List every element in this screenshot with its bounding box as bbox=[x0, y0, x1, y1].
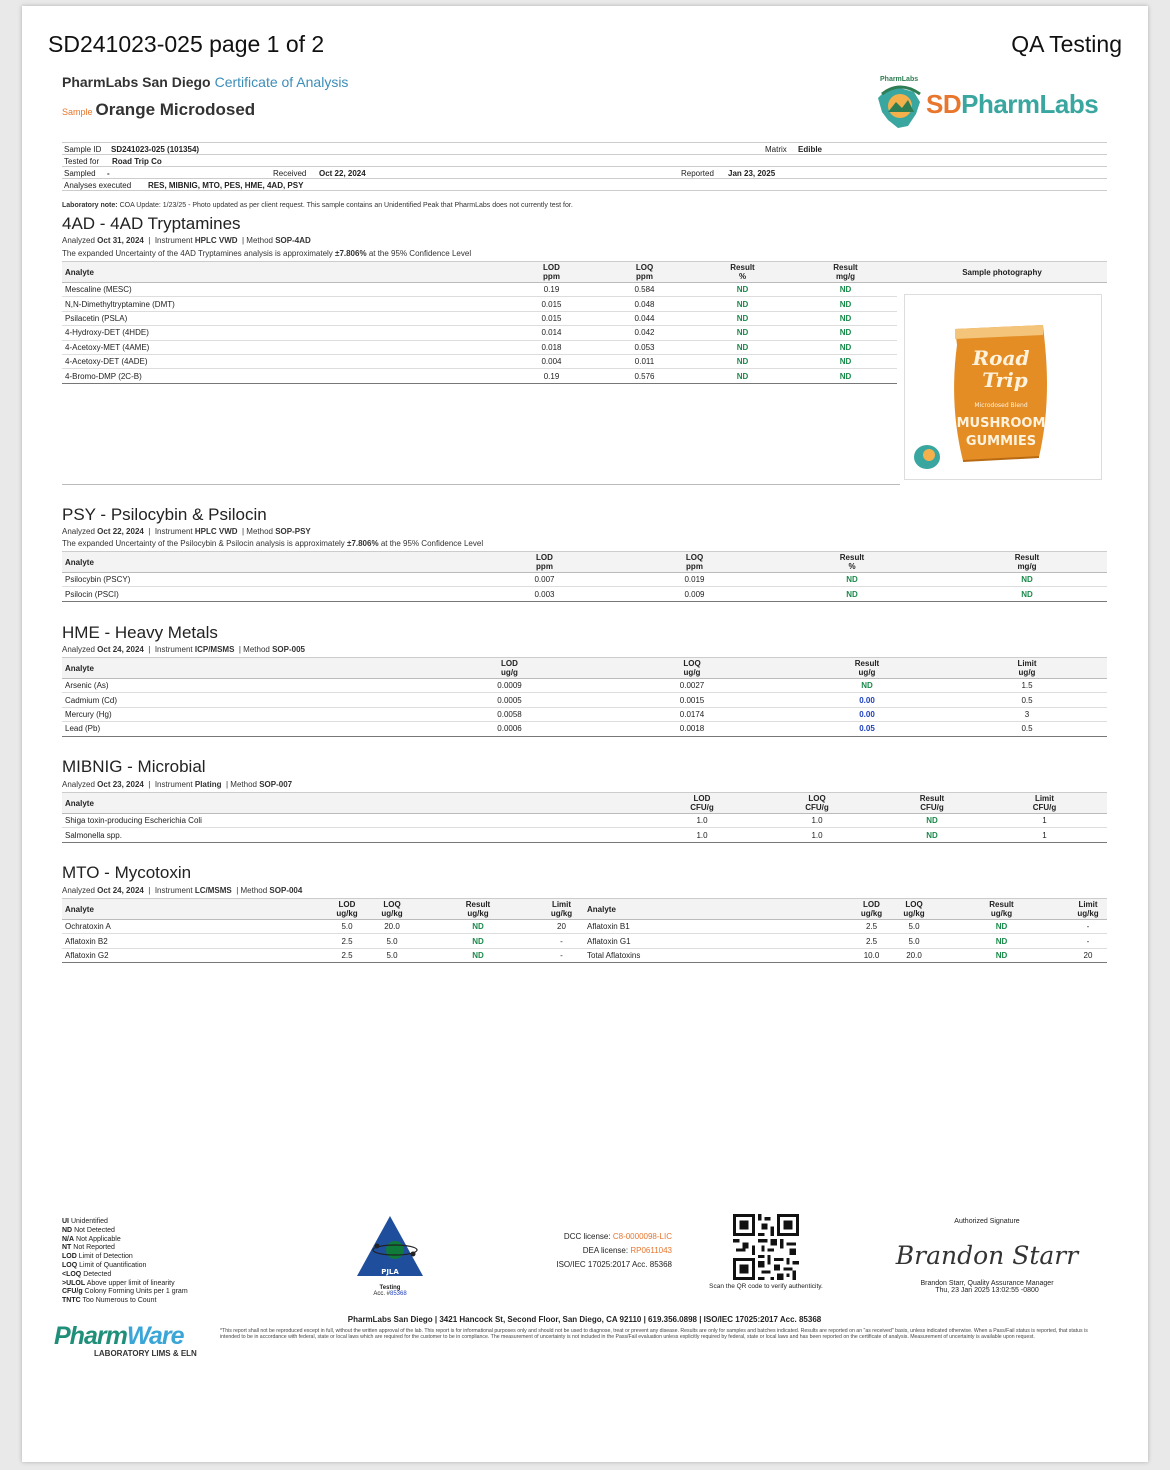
legend-item: LOD Limit of Detection bbox=[62, 1253, 133, 1261]
table-cell: 1 bbox=[982, 814, 1107, 828]
logo-emblem-icon bbox=[870, 76, 930, 136]
table-row bbox=[62, 587, 1107, 601]
logo-sd: SD bbox=[926, 89, 962, 119]
column-header: Analyte bbox=[62, 793, 652, 814]
table-cell: Salmonella spp. bbox=[62, 828, 652, 842]
legend-item: TNTC Too Numerous to Count bbox=[62, 1297, 157, 1305]
table-cell: 4-Acetoxy-MET (4AME) bbox=[62, 340, 505, 354]
table-row bbox=[62, 814, 1107, 828]
legend-item: NT Not Reported bbox=[62, 1244, 115, 1252]
abbreviation-legend bbox=[62, 1218, 188, 1306]
section-sub-psy: Analyzed Oct 22, 2024 | Instrument HPLC VWD | Method SOP-PSY bbox=[62, 527, 311, 536]
legend-item: ND Not Detected bbox=[62, 1226, 115, 1234]
sample-line bbox=[62, 100, 255, 120]
table-cell: 2.5 bbox=[327, 934, 367, 948]
footer-address: PharmLabs San Diego | 3421 Hancock St, Second Floor, San Diego, CA 92110 | 619.356.0898 | ISO/IEC 17025:2017 Acc. 85368 bbox=[347, 1315, 822, 1324]
coa-page bbox=[22, 6, 1148, 1462]
dcc-label: DCC license: bbox=[563, 1232, 611, 1241]
lab-note-text: COA Update: 1/23/25 - Photo updated as per client request. This sample contains an Unidentified Peak that PharmLabs does not currently test for. bbox=[119, 202, 573, 209]
matrix: Edible bbox=[798, 145, 823, 154]
signature-date: Thu, 23 Jan 2025 13:02:55 -0800 bbox=[935, 1287, 1039, 1294]
matrix-label: Matrix bbox=[765, 145, 787, 154]
table-cell: Mescaline (MESC) bbox=[62, 283, 505, 297]
table-row bbox=[62, 828, 1107, 842]
table-cell: Psilacetin (PSLA) bbox=[62, 311, 505, 325]
meta-row-2 bbox=[62, 155, 1107, 167]
column-header: Analyte bbox=[62, 552, 457, 573]
table-cell: ND bbox=[757, 587, 947, 601]
table-mib-header bbox=[62, 793, 1107, 814]
column-header: LOD ppm bbox=[505, 262, 598, 283]
qa-testing-title: QA Testing bbox=[1011, 31, 1122, 57]
table-cell: ND bbox=[934, 934, 1069, 948]
sdpharmlabs-logo bbox=[870, 76, 1110, 136]
table-cell: 0.576 bbox=[598, 369, 691, 383]
column-header: LOQ ug/g bbox=[597, 658, 787, 679]
table-cell: 0.007 bbox=[457, 573, 632, 587]
table-cell: 1.0 bbox=[752, 814, 882, 828]
section-sub-mib: Analyzed Oct 23, 2024 | Instrument Plating | Method SOP-007 bbox=[62, 780, 293, 789]
table-cell: ND bbox=[691, 340, 794, 354]
column-header: LOQ ppm bbox=[632, 552, 757, 573]
column-header: Result ug/g bbox=[787, 658, 947, 679]
table-hme bbox=[62, 657, 1107, 737]
table-cell: ND bbox=[794, 369, 897, 383]
pjla-acc: Acc. #85368 bbox=[373, 1291, 407, 1297]
table-cell: 2.5 bbox=[849, 934, 894, 948]
column-header: LOD CFU/g bbox=[652, 793, 752, 814]
table-cell: Aflatoxin G2 bbox=[62, 948, 327, 962]
bag-text-trip: Trip bbox=[982, 368, 1028, 392]
table-cell: ND bbox=[794, 354, 897, 368]
column-header: Result mg/g bbox=[794, 262, 897, 283]
table-mto-body bbox=[62, 920, 1107, 963]
legend-item: >ULOL Above upper limit of linearity bbox=[62, 1279, 175, 1287]
logo-arc-text: PharmLabs bbox=[880, 76, 919, 83]
table-cell: ND bbox=[794, 297, 897, 311]
legend-item: LOQ Limit of Quantification bbox=[62, 1261, 147, 1269]
section-title-hme: HME - Heavy Metals bbox=[62, 623, 218, 642]
table-cell: 20.0 bbox=[894, 948, 934, 962]
legend-item: <LOQ Detected bbox=[62, 1270, 112, 1278]
column-header: Analyte bbox=[62, 899, 327, 920]
qr-block[interactable] bbox=[686, 1214, 846, 1290]
column-header: Result mg/g bbox=[947, 552, 1107, 573]
table-cell: 0.0018 bbox=[597, 722, 787, 736]
table-cell: ND bbox=[417, 920, 539, 934]
table-cell: 20 bbox=[1069, 948, 1107, 962]
table-cell: 0.048 bbox=[598, 297, 691, 311]
bag-text-blend: Microdosed Blend bbox=[974, 402, 1028, 409]
table-row bbox=[62, 679, 1107, 693]
tested-for: Road Trip Co bbox=[112, 157, 162, 166]
table-cell: 1.0 bbox=[652, 814, 752, 828]
table-cell: Aflatoxin B1 bbox=[584, 920, 849, 934]
column-header: Limit ug/g bbox=[947, 658, 1107, 679]
logo-rest: PharmLabs bbox=[961, 89, 1099, 119]
dea-license: RP0611043 bbox=[630, 1246, 672, 1255]
column-header: Limit ug/kg bbox=[539, 899, 584, 920]
sample-name: Orange Microdosed bbox=[95, 100, 256, 119]
section-title-mto: MTO - Mycotoxin bbox=[62, 863, 192, 882]
bag-text-mushroom: MUSHROOM bbox=[956, 416, 1046, 431]
section-title-mib: MIBNIG - Microbial bbox=[62, 757, 206, 776]
table-cell: ND bbox=[417, 948, 539, 962]
table-cell: 0.042 bbox=[598, 326, 691, 340]
table-cell: 5.0 bbox=[367, 948, 417, 962]
analyses: RES, MIBNIG, MTO, PES, HME, 4AD, PSY bbox=[148, 181, 304, 190]
table-cell: 5.0 bbox=[894, 934, 934, 948]
column-header: Analyte bbox=[584, 899, 849, 920]
bag-text-road: Road bbox=[972, 346, 1030, 370]
table-mto bbox=[62, 898, 1107, 963]
table-cell: Mercury (Hg) bbox=[62, 707, 422, 721]
column-header: LOD ug/kg bbox=[849, 899, 894, 920]
column-header: LOD ug/kg bbox=[327, 899, 367, 920]
table-mib bbox=[62, 792, 1107, 843]
lab-name: PharmLabs San Diego bbox=[62, 74, 211, 90]
table-cell: 0.19 bbox=[505, 369, 598, 383]
legend-item: N/A Not Applicable bbox=[62, 1235, 121, 1243]
table-cell: ND bbox=[882, 814, 982, 828]
table-cell: 0.0027 bbox=[597, 679, 787, 693]
column-header: LOQ ug/kg bbox=[894, 899, 934, 920]
table-cell: ND bbox=[691, 326, 794, 340]
sample-label: Sample bbox=[62, 107, 93, 117]
received: Oct 22, 2024 bbox=[319, 169, 366, 178]
table-cell: ND bbox=[947, 587, 1107, 601]
table-cell: 1.5 bbox=[947, 679, 1107, 693]
table-cell: Cadmium (Cd) bbox=[62, 693, 422, 707]
doc-id: SD241023-025 page 1 of 2 bbox=[48, 31, 325, 57]
column-header: Limit CFU/g bbox=[982, 793, 1107, 814]
table-cell: ND bbox=[794, 311, 897, 325]
uncertainty-4ad: The expanded Uncertainty of the 4AD Tryptamines analysis is approximately ±7.806% at the 95% Confidence Level bbox=[62, 249, 472, 258]
column-header: Limit ug/kg bbox=[1069, 899, 1107, 920]
table-psy-header bbox=[62, 552, 1107, 573]
table-cell: ND bbox=[794, 283, 897, 297]
table-row bbox=[62, 948, 1107, 962]
column-header: Result CFU/g bbox=[882, 793, 982, 814]
sampled: - bbox=[107, 169, 110, 178]
sample-id: SD241023-025 (101354) bbox=[111, 145, 200, 154]
table-4ad-header bbox=[62, 262, 1107, 283]
table-cell: ND bbox=[691, 297, 794, 311]
doc-type: Certificate of Analysis bbox=[214, 74, 349, 90]
table-cell: 0.0006 bbox=[422, 722, 597, 736]
table-cell: ND bbox=[417, 934, 539, 948]
lab-note bbox=[62, 202, 1107, 209]
pjla-badge bbox=[355, 1214, 425, 1298]
column-header: LOD ppm bbox=[457, 552, 632, 573]
table-cell: ND bbox=[794, 340, 897, 354]
table-cell: 5.0 bbox=[327, 920, 367, 934]
meta-row-4 bbox=[62, 179, 1107, 191]
pjla-label: PJLA bbox=[381, 1268, 399, 1276]
table-psy-body bbox=[62, 573, 1107, 602]
table-cell: Aflatoxin G1 bbox=[584, 934, 849, 948]
table-cell: 0.014 bbox=[505, 326, 598, 340]
sample-meta bbox=[62, 142, 1107, 191]
table-cell: ND bbox=[691, 311, 794, 325]
signer-name: Brandon Starr, Quality Assurance Manager bbox=[920, 1280, 1054, 1287]
table-cell: ND bbox=[691, 283, 794, 297]
handwritten-signature: Brandon Starr bbox=[895, 1241, 1079, 1270]
table-hme-header bbox=[62, 658, 1107, 679]
table-cell: ND bbox=[691, 354, 794, 368]
table-cell: Total Aflatoxins bbox=[584, 948, 849, 962]
table-cell: 0.584 bbox=[598, 283, 691, 297]
table-cell: 0.5 bbox=[947, 722, 1107, 736]
table-cell: 5.0 bbox=[367, 934, 417, 948]
table-cell: ND bbox=[787, 679, 947, 693]
table-cell: 0.003 bbox=[457, 587, 632, 601]
table-cell: ND bbox=[882, 828, 982, 842]
pharmware-sub: LABORATORY LIMS & ELN bbox=[94, 1349, 197, 1358]
table-row bbox=[62, 693, 1107, 707]
table-cell: 0.5 bbox=[947, 693, 1107, 707]
table-psy bbox=[62, 551, 1107, 602]
dcc-license: C8-0000098-LIC bbox=[612, 1232, 672, 1241]
qr-caption: Scan the QR code to verify authenticity. bbox=[709, 1283, 823, 1290]
table-cell: 0.0005 bbox=[422, 693, 597, 707]
table-row bbox=[62, 920, 1107, 934]
reported: Jan 23, 2025 bbox=[728, 169, 776, 178]
divider-4ad bbox=[62, 484, 900, 485]
table-cell: 1.0 bbox=[652, 828, 752, 842]
column-header: LOQ CFU/g bbox=[752, 793, 882, 814]
table-row bbox=[62, 934, 1107, 948]
table-cell: 0.0174 bbox=[597, 707, 787, 721]
section-title-psy: PSY - Psilocybin & Psilocin bbox=[62, 505, 267, 524]
table-cell: Ochratoxin A bbox=[62, 920, 327, 934]
table-cell: 20.0 bbox=[367, 920, 417, 934]
table-cell: 0.053 bbox=[598, 340, 691, 354]
column-header: Result ug/kg bbox=[417, 899, 539, 920]
table-cell: N,N-Dimethyltryptamine (DMT) bbox=[62, 297, 505, 311]
table-mib-body bbox=[62, 814, 1107, 843]
table-cell: ND bbox=[947, 573, 1107, 587]
column-header: Analyte bbox=[62, 262, 505, 283]
table-cell: 0.044 bbox=[598, 311, 691, 325]
table-cell: 1 bbox=[982, 828, 1107, 842]
table-cell: ND bbox=[691, 369, 794, 383]
table-cell: ND bbox=[757, 573, 947, 587]
table-cell: 0.05 bbox=[787, 722, 947, 736]
table-cell: - bbox=[1069, 920, 1107, 934]
column-header: Result ug/kg bbox=[934, 899, 1069, 920]
footer-disclaimer: *This report shall not be reproduced except in full, without the written approval of the lab. This report is for informational purposes only and should not be used to diagnose, treat or prevent any disease. Results are only for samples and batches indicated. Results are reported on an "as received" basis, unless indicated otherwise. When a Pass/Fail status is reported, that status is intended to be in accordance with federal, state or local laws which are required for the customer to be in compliance. The measurement of uncertainty is not included in the Pass/Fail evaluation unless explicitly required by federal, state or local laws and has been reported on the certificate of analysis. Measurement of uncertainty is available upon request. bbox=[220, 1328, 1088, 1340]
pharmware-logo bbox=[54, 1322, 204, 1372]
table-cell: Psilocin (PSCI) bbox=[62, 587, 457, 601]
license-info bbox=[512, 1230, 672, 1272]
uncertainty-psy: The expanded Uncertainty of the Psilocybin & Psilocin analysis is approximately ±7.806% at the 95% Confidence Level bbox=[62, 539, 484, 548]
table-cell: 1.0 bbox=[752, 828, 882, 842]
meta-row-1 bbox=[62, 143, 1107, 155]
table-cell: - bbox=[1069, 934, 1107, 948]
dea-label: DEA license: bbox=[582, 1246, 629, 1255]
logo-wordmark bbox=[926, 89, 1098, 120]
table-cell: 0.0058 bbox=[422, 707, 597, 721]
table-cell: Aflatoxin B2 bbox=[62, 934, 327, 948]
table-cell: 0.00 bbox=[787, 707, 947, 721]
table-row bbox=[62, 573, 1107, 587]
section-sub-hme: Analyzed Oct 24, 2024 | Instrument ICP/MSMS | Method SOP-005 bbox=[62, 645, 305, 654]
table-cell: ND bbox=[934, 948, 1069, 962]
table-cell: - bbox=[539, 934, 584, 948]
section-sub-mto: Analyzed Oct 24, 2024 | Instrument LC/MSMS | Method SOP-004 bbox=[62, 886, 303, 895]
table-cell: Lead (Pb) bbox=[62, 722, 422, 736]
table-cell: 2.5 bbox=[327, 948, 367, 962]
table-cell: 0.0009 bbox=[422, 679, 597, 693]
sample-id-label: Sample ID bbox=[64, 145, 102, 154]
tested-for-label: Tested for bbox=[64, 157, 100, 166]
table-cell: 4-Bromo-DMP (2C-B) bbox=[62, 369, 505, 383]
table-row bbox=[62, 707, 1107, 721]
table-mto-header bbox=[62, 899, 1107, 920]
table-cell: 0.009 bbox=[632, 587, 757, 601]
gummies-bag-image bbox=[905, 295, 1101, 479]
signature-label: Authorized Signature bbox=[954, 1218, 1020, 1225]
table-cell: 5.0 bbox=[894, 920, 934, 934]
column-header: Sample photography bbox=[897, 262, 1107, 283]
meta-row-3 bbox=[62, 167, 1107, 179]
section-title-4ad: 4AD - 4AD Tryptamines bbox=[62, 214, 241, 233]
table-row bbox=[62, 722, 1107, 736]
table-cell: - bbox=[539, 948, 584, 962]
table-cell: 0.018 bbox=[505, 340, 598, 354]
table-cell: 0.19 bbox=[505, 283, 598, 297]
legend-item: CFU/g Colony Forming Units per 1 gram bbox=[62, 1288, 188, 1296]
table-cell: 20 bbox=[539, 920, 584, 934]
table-cell: 10.0 bbox=[849, 948, 894, 962]
pjla-sub: Testing bbox=[379, 1285, 401, 1291]
column-header: Analyte bbox=[62, 658, 422, 679]
column-header: LOQ ppm bbox=[598, 262, 691, 283]
received-label: Received bbox=[273, 169, 307, 178]
table-cell: 0.00 bbox=[787, 693, 947, 707]
table-cell: 0.004 bbox=[505, 354, 598, 368]
pjla-triangle-icon bbox=[355, 1214, 425, 1280]
table-cell: ND bbox=[794, 326, 897, 340]
iso-accreditation: ISO/IEC 17025:2017 Acc. 85368 bbox=[556, 1260, 672, 1269]
column-header: Result % bbox=[757, 552, 947, 573]
pharmware-wordmark: PharmWare bbox=[54, 1322, 184, 1350]
table-cell: 4-Hydroxy-DET (4HDE) bbox=[62, 326, 505, 340]
lab-note-label: Laboratory note: bbox=[62, 202, 118, 209]
table-cell: 3 bbox=[947, 707, 1107, 721]
table-cell: 4-Acetoxy-DET (4ADE) bbox=[62, 354, 505, 368]
table-cell: ND bbox=[934, 920, 1069, 934]
table-cell: 0.015 bbox=[505, 297, 598, 311]
bag-text-gummies: GUMMIES bbox=[965, 434, 1037, 449]
table-cell: 0.019 bbox=[632, 573, 757, 587]
reported-label: Reported bbox=[681, 169, 714, 178]
lab-line bbox=[62, 74, 348, 90]
analyses-label: Analyses executed bbox=[64, 181, 132, 190]
signature-block bbox=[872, 1218, 1102, 1294]
qr-code-icon[interactable] bbox=[733, 1214, 799, 1280]
table-cell: Psilocybin (PSCY) bbox=[62, 573, 457, 587]
column-header: LOQ ug/kg bbox=[367, 899, 417, 920]
sampled-label: Sampled bbox=[64, 169, 96, 178]
table-cell: 0.0015 bbox=[597, 693, 787, 707]
table-cell: Shiga toxin-producing Escherichia Coli bbox=[62, 814, 652, 828]
column-header: LOD ug/g bbox=[422, 658, 597, 679]
table-cell: 2.5 bbox=[849, 920, 894, 934]
table-hme-body bbox=[62, 679, 1107, 737]
sample-photo bbox=[904, 294, 1102, 480]
table-cell: 0.011 bbox=[598, 354, 691, 368]
section-sub-4ad: Analyzed Oct 31, 2024 | Instrument HPLC VWD | Method SOP-4AD bbox=[62, 236, 311, 245]
column-header: Result % bbox=[691, 262, 794, 283]
legend-item: UI Unidentified bbox=[62, 1218, 108, 1225]
table-cell: Arsenic (As) bbox=[62, 679, 422, 693]
table-cell: 0.015 bbox=[505, 311, 598, 325]
